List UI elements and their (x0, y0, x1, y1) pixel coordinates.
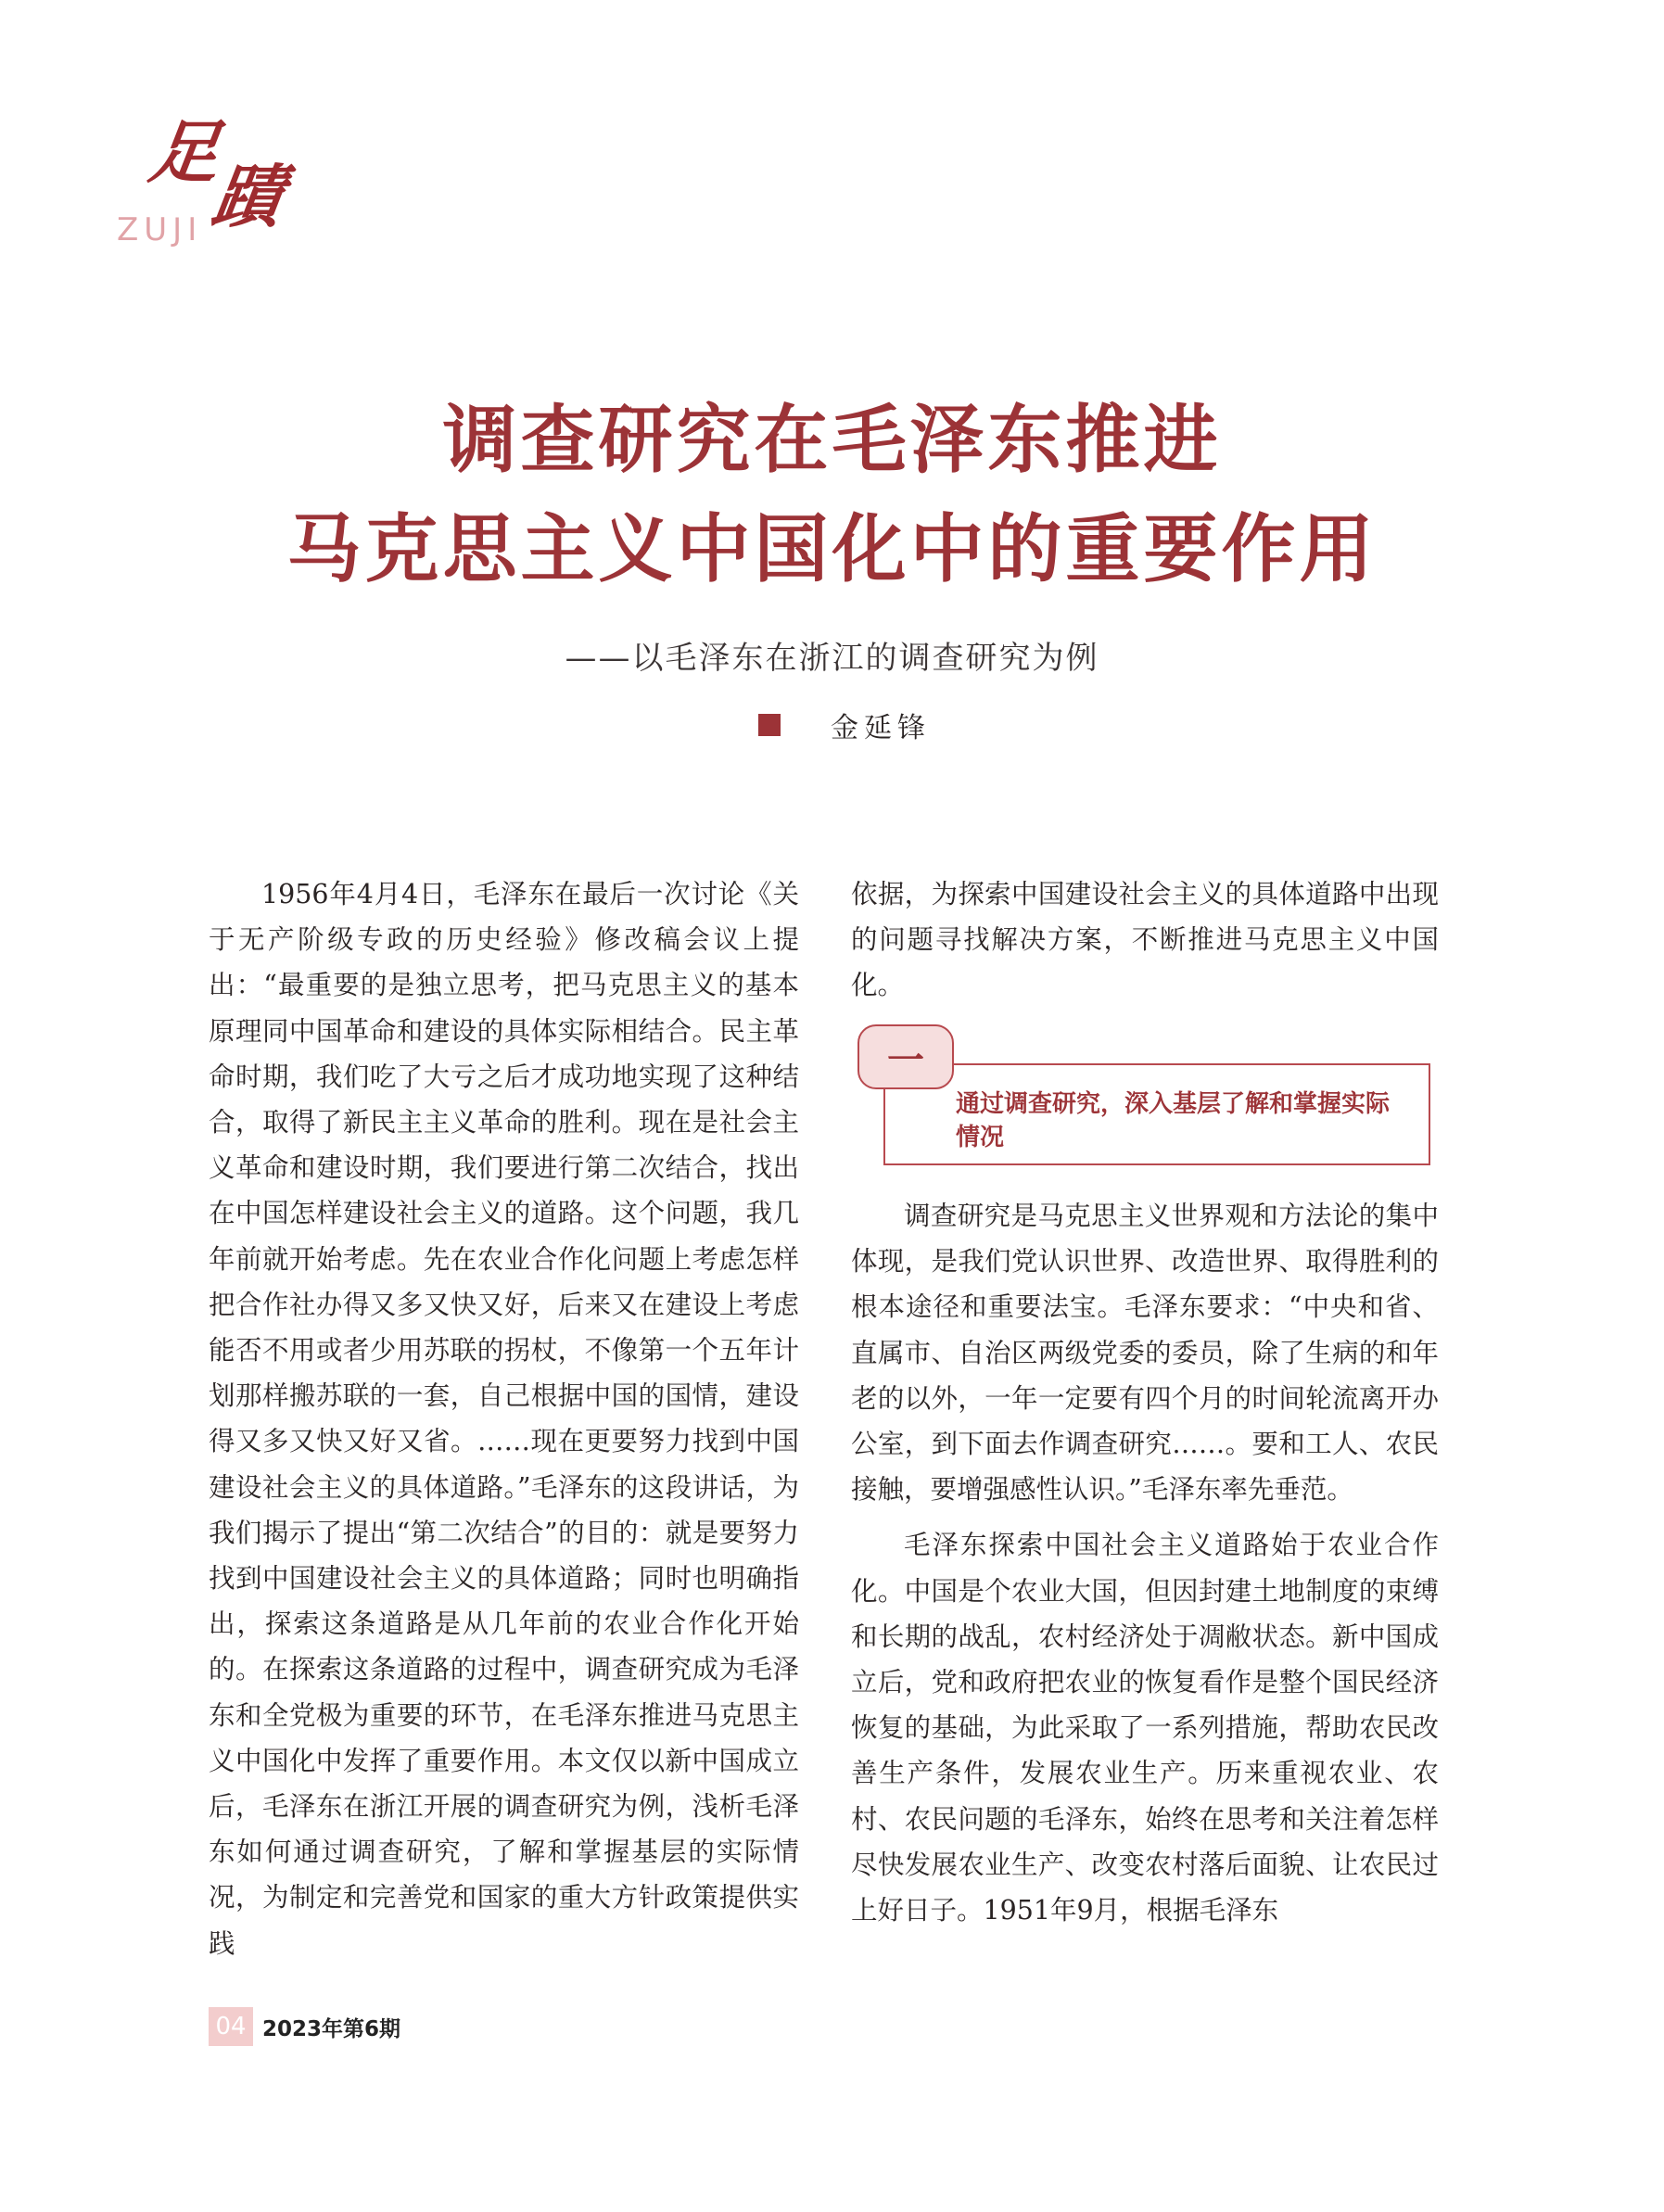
logo-pinyin: ZUJI (117, 211, 203, 248)
author-name: 金延锋 (831, 712, 931, 744)
author-marker-icon (758, 714, 781, 736)
section-heading (857, 1024, 1432, 1168)
body-column-right-bottom (851, 1193, 1439, 1933)
issue-label: 2023年第6期 (262, 2016, 401, 2041)
article-title-line-1: 调查研究在毛泽东推进 (442, 397, 1222, 483)
page-number: 04 (209, 2007, 253, 2046)
author-byline (758, 706, 931, 744)
body-column-right-top (851, 871, 1439, 1009)
section-number-badge: 一 (857, 1024, 954, 1089)
body-column-left (209, 871, 799, 1966)
logo-char-2: 蹟 (207, 158, 288, 237)
logo-char-1: 足 (144, 113, 225, 193)
intro-paragraph-continuation: 依据，为探索中国建设社会主义的具体道路中出现的问题寻找解决方案，不断推进马克思主义中国化。 (851, 879, 1439, 1001)
article-subtitle: ——以毛泽东在浙江的调查研究为例 (565, 640, 1099, 677)
section-title: 通过调查研究，深入基层了解和掌握实际情况 (956, 1090, 1391, 1151)
intro-paragraph: 1956年4月4日，毛泽东在最后一次讨论《关于无产阶级专政的历史经验》修改稿会议上提出：“最重要的是独立思考，把马克思主义的基本原理同中国革命和建设的具体实际相结合。民主革命时期，我们吃了大亏之后才成功地实现了这种结合，取得了新民主主义革命的胜利。现在是社会主义革命和建设时期，我们要进行第二次结合，找出在中国怎样建设社会主义的道路。这个问题，我几年前就开始考虑。先在农业合作化问题上考虑怎样把合作社办得又多又快又好，后来又在建设上考虑能否不用或者少用苏联的拐杖，不像第一个五年计划那样搬苏联的一套，自己根据中国的国情，建设得又多又快又好又省。……现在更要努力找到中国建设社会主义的具体道路。”毛泽东的这段讲话，为我们揭示了提出“第二次结合”的目的：就是要努力找到中国建设社会主义的具体道路；同时也明确指出，探索这条道路是从几年前的农业合作化开始的。在探索这条道路的过程中，调查研究成为毛泽东和全党极为重要的环节，在毛泽东推进马克思主义中国化中发挥了重要作用。本文仅以新中国成立后，毛泽东在浙江开展的调查研究为例，浅析毛泽东如何通过调查研究，了解和掌握基层的实际情况，为制定和完善党和国家的重大方针政策提供实践 (209, 879, 799, 1959)
article-title-line-2: 马克思主义中国化中的重要作用 (286, 506, 1378, 592)
body-paragraph: 调查研究是马克思主义世界观和方法论的集中体现，是我们党认识世界、改造世界、取得胜利的根本途径和重要法宝。毛泽东要求：“中央和省、直属市、自治区两级党委的委员，除了生病的和年老的以外，一年一定要有四个月的时间轮流离开办公室，到下面去作调查研究……。要和工人、农民接触，要增强感性认识。”毛泽东率先垂范。 (851, 1201, 1439, 1506)
page-footer (209, 2007, 400, 2046)
body-paragraph: 毛泽东探索中国社会主义道路始于农业合作化。中国是个农业大国，但因封建土地制度的束缚和长期的战乱，农村经济处于凋敝状态。新中国成立后，党和政府把农业的恢复看作是整个国民经济恢复的基础，为此采取了一系列措施，帮助农民改善生产条件，发展农业生产。历来重视农业、农村、农民问题的毛泽东，始终在思考和关注着怎样尽快发展农业生产、改变农村落后面貌、让农民过上好日子。1951年9月，根据毛泽东 (851, 1530, 1439, 1926)
